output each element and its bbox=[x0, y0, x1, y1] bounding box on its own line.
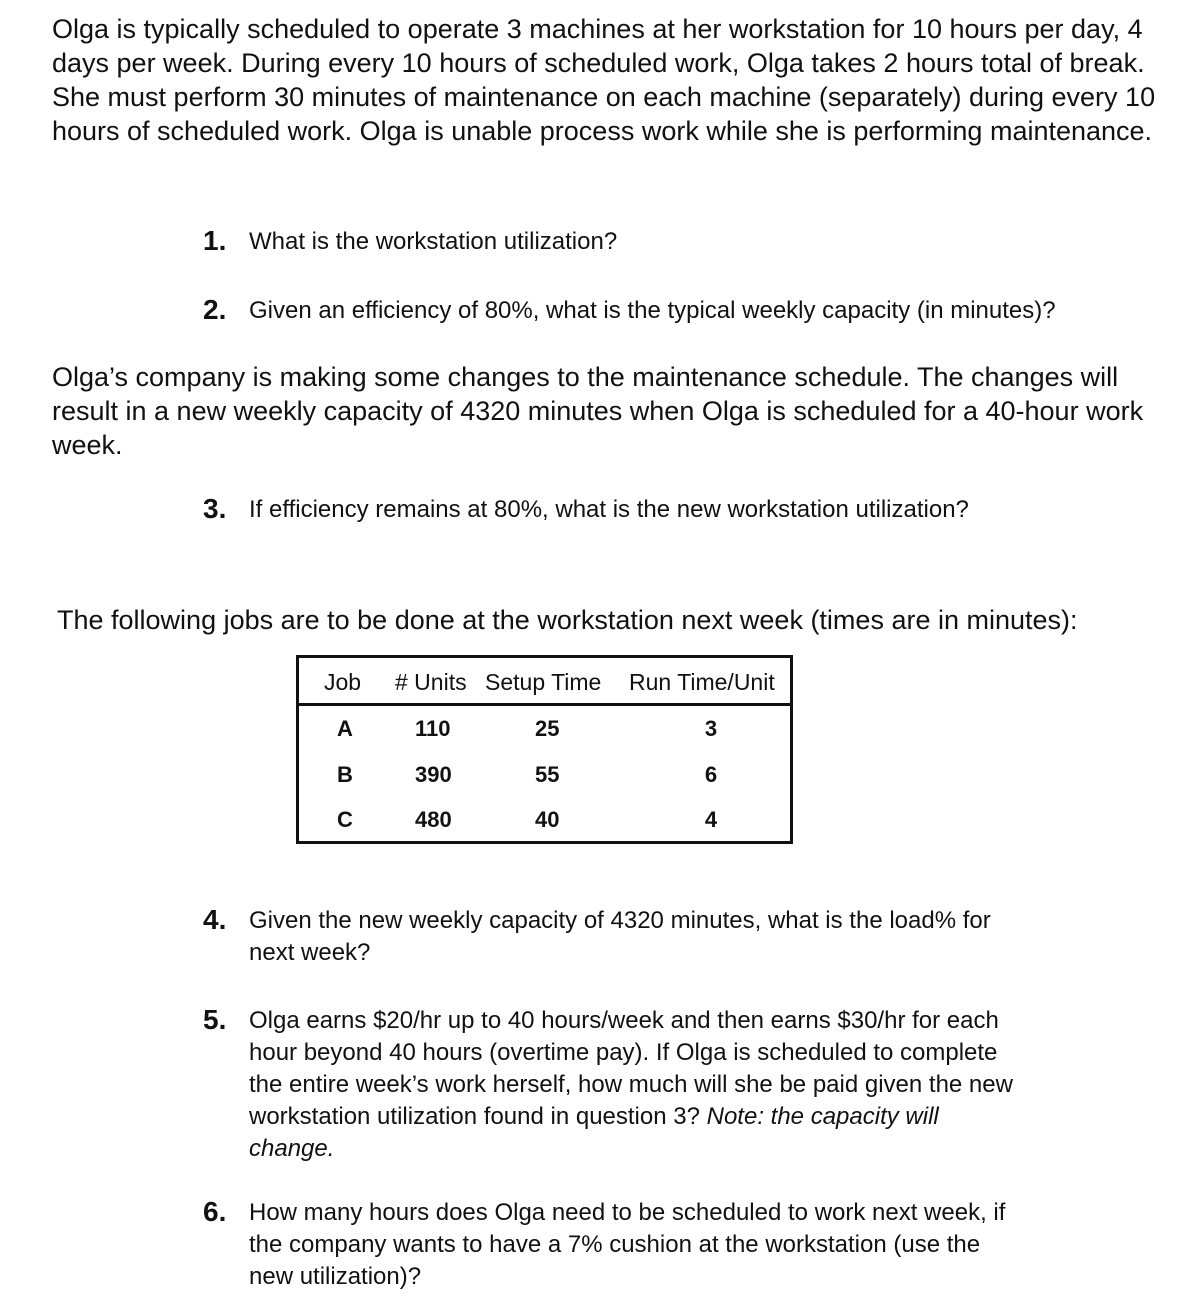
cell-run: 4 bbox=[704, 807, 718, 832]
cell-job: A bbox=[337, 716, 353, 741]
question-4 bbox=[203, 905, 1003, 969]
cell-setup: 55 bbox=[535, 762, 560, 787]
question-note: Note: the capacity will change. bbox=[249, 1103, 939, 1162]
question-text: If efficiency remains at 80%, what is the new workstation utilization? bbox=[249, 496, 969, 523]
cell-job: B bbox=[337, 762, 353, 787]
cell-setup: 25 bbox=[535, 716, 560, 741]
intro-paragraph: Olga is typically scheduled to operate 3 machines at her workstation for 10 hours per day, 4 days per week. During every 10 hours of scheduled work, Olga takes 2 hours total of break. She must perform 30 minutes of maintenance on each machine (separately) during every 10 hours of scheduled work. Olga is unable process work while she is performing maintenance. bbox=[52, 14, 1156, 146]
header-run-time: Run Time/Unit bbox=[629, 669, 775, 695]
table-row bbox=[299, 716, 790, 761]
cell-units: 480 bbox=[415, 807, 452, 832]
cell-job: C bbox=[337, 807, 353, 832]
question-text: Given the new weekly capacity of 4320 minutes, what is the load% for next week? bbox=[249, 907, 991, 966]
question-3 bbox=[203, 494, 969, 526]
cell-units: 110 bbox=[415, 716, 451, 741]
question-2 bbox=[203, 295, 1056, 327]
question-number: 4. bbox=[203, 904, 227, 935]
question-number: 1. bbox=[203, 225, 227, 256]
question-text: Given an efficiency of 80%, what is the typical weekly capacity (in minutes)? bbox=[249, 297, 1056, 324]
question-number: 2. bbox=[203, 294, 227, 325]
question-1 bbox=[203, 226, 617, 258]
header-setup-time: Setup Time bbox=[485, 669, 602, 695]
question-text: What is the workstation utilization? bbox=[249, 228, 618, 255]
cell-setup: 40 bbox=[535, 807, 560, 832]
question-number: 6. bbox=[203, 1196, 227, 1227]
cell-run: 6 bbox=[704, 762, 718, 787]
changes-paragraph: Olga’s company is making some changes to the maintenance schedule. The changes will result in a new weekly capacity of 4320 minutes when Olga is scheduled for a 40-hour work week. bbox=[52, 362, 1144, 460]
header-job: Job bbox=[324, 669, 362, 695]
question-text: Olga earns $20/hr up to 40 hours/week and then earns $30/hr for each hour beyond 40 hours (overtime pay). If Olga is scheduled to complete the entire week’s work herself, how much will she be paid given the new workstation utilization found in question 3? bbox=[249, 1007, 1013, 1130]
table-row bbox=[299, 762, 790, 807]
question-text-block bbox=[249, 1005, 1023, 1165]
question-number: 5. bbox=[203, 1004, 227, 1035]
question-6 bbox=[203, 1197, 1023, 1293]
cell-run: 3 bbox=[704, 716, 718, 741]
cell-units: 390 bbox=[415, 762, 452, 787]
question-number: 3. bbox=[203, 493, 227, 524]
jobs-table bbox=[296, 655, 793, 844]
question-text: How many hours does Olga need to be scheduled to work next week, if the company wants to have a 7% cushion at the workstation (use the new utilization)? bbox=[249, 1199, 1006, 1290]
jobs-intro-paragraph: The following jobs are to be done at the workstation next week (times are in minutes): bbox=[57, 605, 1078, 635]
question-5 bbox=[203, 1005, 1023, 1165]
table-row bbox=[299, 807, 790, 852]
header-units: # Units bbox=[395, 669, 467, 695]
table-header-row bbox=[299, 658, 790, 706]
